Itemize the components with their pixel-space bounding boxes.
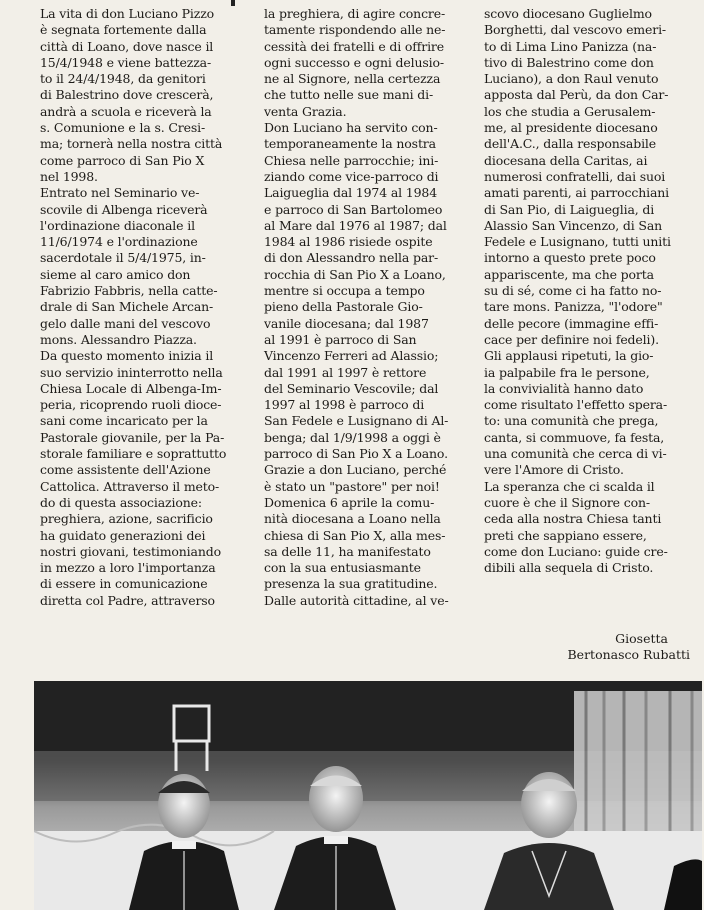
text-line: to: una comunità che prega, <box>484 413 659 429</box>
text-line: s. Comunione e la s. Cresi- <box>40 120 206 136</box>
text-line: 1997 al 1998 è parroco di <box>264 397 425 413</box>
text-line: temporaneamente la nostra <box>264 136 436 152</box>
column-1 <box>40 6 255 609</box>
text-line: ne al Signore, nella certezza <box>264 71 441 87</box>
text-line: cace per definire noi fedeli). <box>484 331 659 347</box>
text-line: vanile diocesana; dal 1987 <box>264 315 429 331</box>
text-line: del Seminario Vescovile; dal <box>264 380 439 396</box>
text-line: preti che sappiano essere, <box>484 527 647 543</box>
text-line: canta, si commuove, fa festa, <box>484 429 665 445</box>
text-line: nità diocesana a Loano nella <box>264 511 441 527</box>
text-line: ma; tornerà nella nostra città <box>40 136 223 152</box>
text-line: diocesana della Caritas, ai <box>484 152 648 168</box>
text-line: andrà a scuola e riceverà la <box>40 103 212 119</box>
text-line: e parroco di San Bartolomeo <box>264 201 443 217</box>
text-line: come assistente dell'Azione <box>40 462 211 478</box>
text-line: San Fedele e Lusignano di Al- <box>264 413 449 429</box>
text-line: dibili alla sequela di Cristo. <box>484 560 654 576</box>
text-line: peria, ricoprendo ruoli dioce- <box>40 397 222 413</box>
text-line: la preghiera, di agire concre- <box>264 6 446 21</box>
text-line: di don Alessandro nella par- <box>264 250 439 266</box>
curtains <box>574 691 702 841</box>
text-line: di Balestrino dove crescerà, <box>40 87 214 103</box>
text-line: Vincenzo Ferreri ad Alassio; <box>264 348 439 364</box>
text-line: una comunità che cerca di vi- <box>484 446 667 462</box>
text-line: tivo di Balestrino come don <box>484 54 654 70</box>
text-line: dal 1991 al 1997 è rettore <box>264 364 427 380</box>
text-line: tare mons. Panizza, "l'odore" <box>484 299 663 315</box>
text-line: apposta dal Perù, da don Car- <box>484 87 669 103</box>
text-line: Don Luciano ha servito con- <box>264 120 438 136</box>
text-line: come don Luciano: guide cre- <box>484 543 668 559</box>
text-line: la convivialità hanno dato <box>484 380 644 396</box>
text-line: Chiesa nelle parrocchie; ini- <box>264 152 439 168</box>
text-line: Chiesa Locale di Albenga-Im- <box>40 380 222 396</box>
text-line: sa delle 11, ha manifestato <box>264 543 431 559</box>
text-line: al 1991 è parroco di San <box>264 331 417 347</box>
text-line: Fedele e Lusignano, tutti uniti <box>484 234 671 250</box>
text-line: che tutto nelle sue mani di- <box>264 87 434 103</box>
text-line: to di Lima Lino Panizza (na- <box>484 38 657 54</box>
text-line: al Mare dal 1976 al 1987; dal <box>264 217 447 233</box>
text-line: Da questo momento inizia il <box>40 348 214 364</box>
text-line: l'ordinazione diaconale il <box>40 217 195 233</box>
text-line: sieme al caro amico don <box>40 266 191 282</box>
article-body <box>0 6 704 674</box>
text-line: to il 24/4/1948, da genitori <box>40 71 206 87</box>
text-line: pieno della Pastorale Gio- <box>264 299 423 315</box>
text-line: presenza la sua gratitudine. <box>264 576 438 592</box>
text-line: dell'A.C., dalla responsabile <box>484 136 657 152</box>
text-line: su di sé, come ci ha fatto no- <box>484 283 662 299</box>
text-line: scovile di Albenga riceverà <box>40 201 208 217</box>
column-2 <box>264 6 474 609</box>
text-line: mentre si occupa a tempo <box>264 283 425 299</box>
text-line: numerosi confratelli, dai suoi <box>484 168 666 184</box>
text-line: Cattolica. Attraverso il meto- <box>40 478 220 494</box>
text-line: 11/6/1974 e l'ordinazione <box>40 234 198 250</box>
text-line: sacerdotale il 5/4/1975, in- <box>40 250 206 266</box>
author-last-name: Bertonasco Rubatti <box>567 647 690 663</box>
text-line: storale familiare e soprattutto <box>40 446 227 462</box>
text-line: Grazie a don Luciano, perché <box>264 462 447 478</box>
text-line: amati parenti, ai parrocchiani <box>484 185 670 201</box>
text-line: nostri giovani, testimoniando <box>40 543 221 559</box>
text-line: chiesa di San Pio X, alla mes- <box>264 527 446 543</box>
author-first-name: Giosetta <box>615 631 668 646</box>
photo-scene <box>34 681 702 910</box>
text-line: drale di San Michele Arcan- <box>40 299 214 315</box>
text-line: Borghetti, dal vescovo emeri- <box>484 22 667 38</box>
text-line: appariscente, ma che porta <box>484 266 654 282</box>
text-line: mons. Alessandro Piazza. <box>40 331 197 347</box>
text-line: los che studia a Gerusalem- <box>484 103 656 119</box>
text-line: è segnata fortemente dalla <box>40 22 207 38</box>
text-line: Dalle autorità cittadine, al ve- <box>264 592 449 608</box>
text-line: scovo diocesano Guglielmo <box>484 6 652 21</box>
text-line: me, al presidente diocesano <box>484 120 658 136</box>
column-3 <box>484 6 694 576</box>
text-line: ogni successo e ogni delusio- <box>264 54 444 70</box>
text-line: ha guidato generazioni dei <box>40 527 206 543</box>
text-line: è stato un "pastore" per noi! <box>264 478 440 494</box>
text-line: ceda alla nostra Chiesa tanti <box>484 511 662 527</box>
text-line: ia palpabile fra le persone, <box>484 364 650 380</box>
text-line: ziando come vice-parroco di <box>264 168 439 184</box>
text-line: Fabrizio Fabbris, nella catte- <box>40 283 218 299</box>
text-line: suo servizio ininterrotto nella <box>40 364 223 380</box>
text-line: Domenica 6 aprile la comu- <box>264 494 435 510</box>
text-line: Luciano), a don Raul venuto <box>484 71 659 87</box>
text-line: cessità dei fratelli e di offrire <box>264 38 445 54</box>
text-line: rocchia di San Pio X a Loano, <box>264 266 446 282</box>
text-line: 1984 al 1986 risiede ospite <box>264 234 433 250</box>
author-signature <box>568 631 691 664</box>
text-line: Pastorale giovanile, per la Pa- <box>40 429 225 445</box>
text-line: preghiera, azione, sacrificio <box>40 511 213 527</box>
text-line: Entrato nel Seminario ve- <box>40 185 200 201</box>
text-line: tamente rispondendo alle ne- <box>264 22 446 38</box>
text-line: parroco di San Pio X a Loano. <box>264 446 448 462</box>
text-line: come parroco di San Pio X <box>40 152 205 168</box>
text-line: Laigueglia dal 1974 al 1984 <box>264 185 438 201</box>
text-line: La vita di don Luciano Pizzo <box>40 6 215 21</box>
text-line: La speranza che ci scalda il <box>484 478 655 494</box>
text-line: Alassio San Vincenzo, di San <box>484 217 663 233</box>
text-line: intorno a questo prete poco <box>484 250 656 266</box>
text-line: in mezzo a loro l'importanza <box>40 560 216 576</box>
text-line: Gli applausi ripetuti, la gio- <box>484 348 654 364</box>
text-line: vere l'Amore di Cristo. <box>484 462 624 478</box>
text-line: di essere in comunicazione <box>40 576 208 592</box>
text-line: gelo dalle mani del vescovo <box>40 315 211 331</box>
text-line: benga; dal 1/9/1998 a oggi è <box>264 429 441 445</box>
text-line: cuore è che il Signore con- <box>484 494 650 510</box>
text-line: con la sua entusiasmante <box>264 560 421 576</box>
text-line: di San Pio, di Laigueglia, di <box>484 201 655 217</box>
text-line: do di questa associazione: <box>40 494 202 510</box>
text-line: delle pecore (immagine effi- <box>484 315 659 331</box>
text-line: nel 1998. <box>40 168 98 184</box>
text-line: come risultato l'effetto spera- <box>484 397 668 413</box>
text-line: 15/4/1948 e viene battezza- <box>40 54 212 70</box>
text-line: sani come incaricato per la <box>40 413 208 429</box>
text-line: venta Grazia. <box>264 103 347 119</box>
text-line: città di Loano, dove nasce il <box>40 38 214 54</box>
text-line: diretta col Padre, attraverso <box>40 592 215 608</box>
article-photo <box>34 681 702 910</box>
